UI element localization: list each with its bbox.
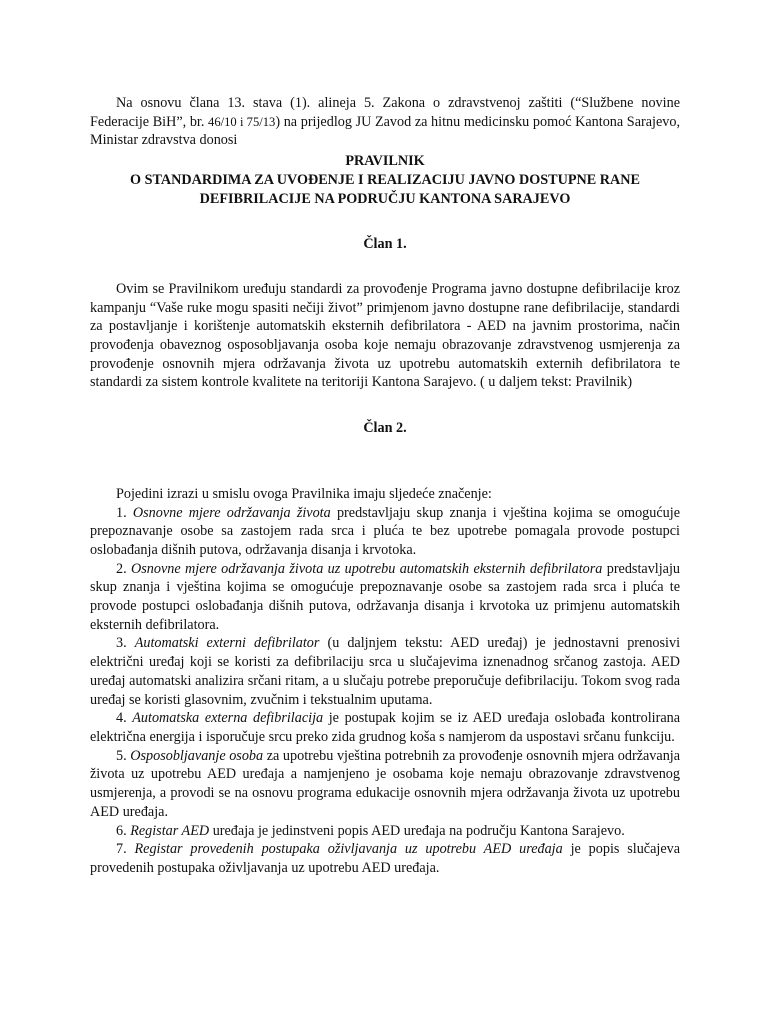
definition-term: Registar provedenih postupaka oživljavanja uz upotrebu AED uređaja xyxy=(134,841,563,858)
definition-text: predstavljaju skup znanja i vještina kojima se omogućuje prepoznavanje osobe sa zastojem rada srca i pluća te bez upotrebe pomagala provode postupci oslobađanja dišnih putova, održavanja disanja i krvotoka. xyxy=(90,504,681,558)
definition-number: 4. xyxy=(116,710,127,727)
definitions-list xyxy=(90,504,680,878)
definition-term: Osnovne mjere održavanja života uz upotrebu automatskih eksternih defibrilatora xyxy=(131,560,603,577)
definition-text: predstavljaju skup znanja i vještina kojima se omogućuje prepoznavanje osobe sa zastojem rada srca i pluća te provode postupci oslobađanja dišnih putova, održavanja disanja i krvotoka uz primjenu automatskih eksternih defibrilatora. xyxy=(90,560,680,633)
preamble-text-2: ) na prijedlog JU Zavod za hitnu medicinsku pomoć Kantona Sarajevo, Ministar zdravstva donosi xyxy=(90,113,680,149)
definition-text: (u daljnjem tekstu: AED uređaj) je jednostavni prenosivi električni uređaj koji se koristi za defibrilaciju srca u slučajevima iznenadnog srčanog zastoja. AED uređaj automatski analizira srčani ritam, a u slučaju potrebe preporučuje defibrilaciju. Tokom svog rada uređaj se koristi glasovnim, zvučnim i tekstualnim uputama. xyxy=(90,635,681,708)
definition-item xyxy=(90,709,680,746)
definition-term: Osposobljavanje osoba xyxy=(130,747,264,764)
definition-text: je popis slučajeva provedenih postupaka oživljavanja uz upotrebu AED uređaja. xyxy=(90,841,681,876)
definition-number: 6. xyxy=(116,822,127,839)
document-body xyxy=(90,94,680,878)
definition-item xyxy=(90,840,680,877)
definition-number: 2. xyxy=(116,560,127,577)
definition-item xyxy=(90,747,680,822)
definition-text: za upotrebu vještina potrebnih za provođenje osnovnih mjera održavanja života uz upotrebu AED uređaja a namjenjeno je osobama koje nemaju obrazovanje zdravstvenog usmjerenja, a provodi se na osnovu programa edukacije osnovnih mjera održavanja života uz upotrebu AED uređaja. xyxy=(90,747,681,820)
gazette-numbers: 46/10 i 75/13 xyxy=(208,114,276,129)
definition-number: 7. xyxy=(116,841,127,858)
definition-item xyxy=(90,504,680,560)
definition-text: je postupak kojim se iz AED uređaja oslobađa kontrolirana električna energija i isporučuje srcu preko zida grudnog koša s namjerom da uspostavi srčanu funkciju. xyxy=(90,710,681,745)
definition-term: Osnovne mjere održavanja života xyxy=(132,504,331,521)
preamble-text-1: Na osnovu člana 13. stava (1). alineja 5. Zakona o zdravstvenoj zaštiti (“Službene novine Federacije BiH”, br. xyxy=(90,95,680,130)
document-subtitle: O STANDARDIMA ZA UVOĐENJE I REALIZACIJU JAVNO DOSTUPNE RANE DEFIBRILACIJE NA PODRUČJU KANTONA SARAJEVO xyxy=(129,171,640,207)
definition-item xyxy=(90,634,680,709)
definition-item xyxy=(90,822,680,841)
article-1-heading: Član 1. xyxy=(363,236,407,253)
definition-term: Registar AED xyxy=(130,822,210,839)
document-title: PRAVILNIK xyxy=(345,153,425,170)
definition-text: uređaja je jedinstveni popis AED uređaja na području Kantona Sarajevo. xyxy=(212,822,625,839)
definition-number: 1. xyxy=(116,504,127,521)
article-2-intro: Pojedini izrazi u smislu ovoga Pravilnika imaju sljedeće značenje: xyxy=(116,485,492,502)
article-2-heading: Član 2. xyxy=(363,420,407,437)
definition-term: Automatski externi defibrilator xyxy=(134,635,320,652)
definition-number: 3. xyxy=(116,635,127,652)
definition-term: Automatska externa defibrilacija xyxy=(132,710,324,727)
definition-number: 5. xyxy=(116,747,127,764)
definition-item xyxy=(90,560,680,635)
article-1-text: Ovim se Pravilnikom uređuju standardi za provođenje Programa javno dostupne defibrilacije kroz kampanju “Vaše ruke mogu spasiti nečiji život” primjenom javno dostupne rane defibrilacije, standardi za postavljanje i korištenje automatskih eksternih defibrilatora - AED na javnim prostorima, način provođenja obaveznog osposobljavanja osoba koje nemaju obrazovanje zdravstvenog usmjerenja za provođenje osnovnih mjera održavanja života uz upotrebu automatskih externih defibrilatora te standardi za sistem kontrole kvalitete na teritoriji Kantona Sarajevo. ( u daljem tekst: Pravilnik) xyxy=(90,280,680,391)
preamble xyxy=(90,94,680,150)
